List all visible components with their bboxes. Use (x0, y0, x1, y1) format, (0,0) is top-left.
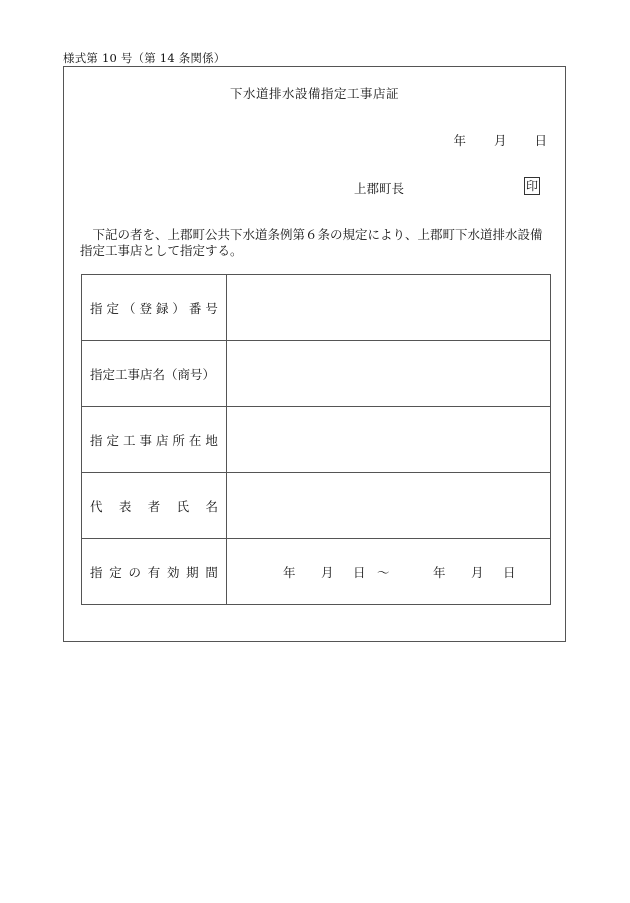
date-year: 年 (453, 133, 466, 148)
date-month: 月 (493, 133, 507, 148)
value-shop-address[interactable] (227, 407, 551, 473)
label-shop-address: 指 定 工 事 店 所 在 地 (82, 407, 227, 473)
seal-mark: 印 (526, 179, 539, 193)
table-row (82, 407, 551, 473)
end-month: 月 (471, 564, 484, 580)
value-shop-name[interactable] (227, 341, 551, 407)
form-number: 様式第 10 号（第 14 条関係） (63, 51, 226, 65)
label-registration-number: 指 定 （ 登 録 ） 番 号 (82, 275, 227, 341)
table-row (82, 473, 551, 539)
designation-table (81, 274, 551, 605)
value-representative[interactable] (227, 473, 551, 539)
value-validity-period[interactable] (227, 539, 551, 605)
period-separator: ～ (377, 564, 390, 580)
label-validity-period: 指 定 の 有 効 期 間 (82, 539, 227, 605)
table-row (82, 539, 551, 605)
start-month: 月 (321, 564, 334, 580)
value-registration-number[interactable] (227, 275, 551, 341)
table-row (82, 341, 551, 407)
issuer-name: 上郡町長 (354, 181, 405, 196)
start-year: 年 (283, 564, 296, 580)
end-day: 日 (503, 564, 516, 580)
end-year: 年 (433, 564, 446, 580)
label-shop-name: 指定工事店名（商号） (82, 341, 227, 407)
certificate-title: 下水道排水設備指定工事店証 (229, 86, 399, 101)
start-day: 日 (353, 564, 366, 580)
label-representative: 代 表 者 氏 名 (82, 473, 227, 539)
table-row (82, 275, 551, 341)
designation-statement: 下記の者を、上郡町公共下水道条例第６条の規定により、上郡町下水道排水設備指定工事店として指定する。 (80, 227, 543, 258)
date-day: 日 (534, 133, 547, 148)
issue-date (453, 131, 547, 149)
certificate-frame (63, 66, 566, 642)
